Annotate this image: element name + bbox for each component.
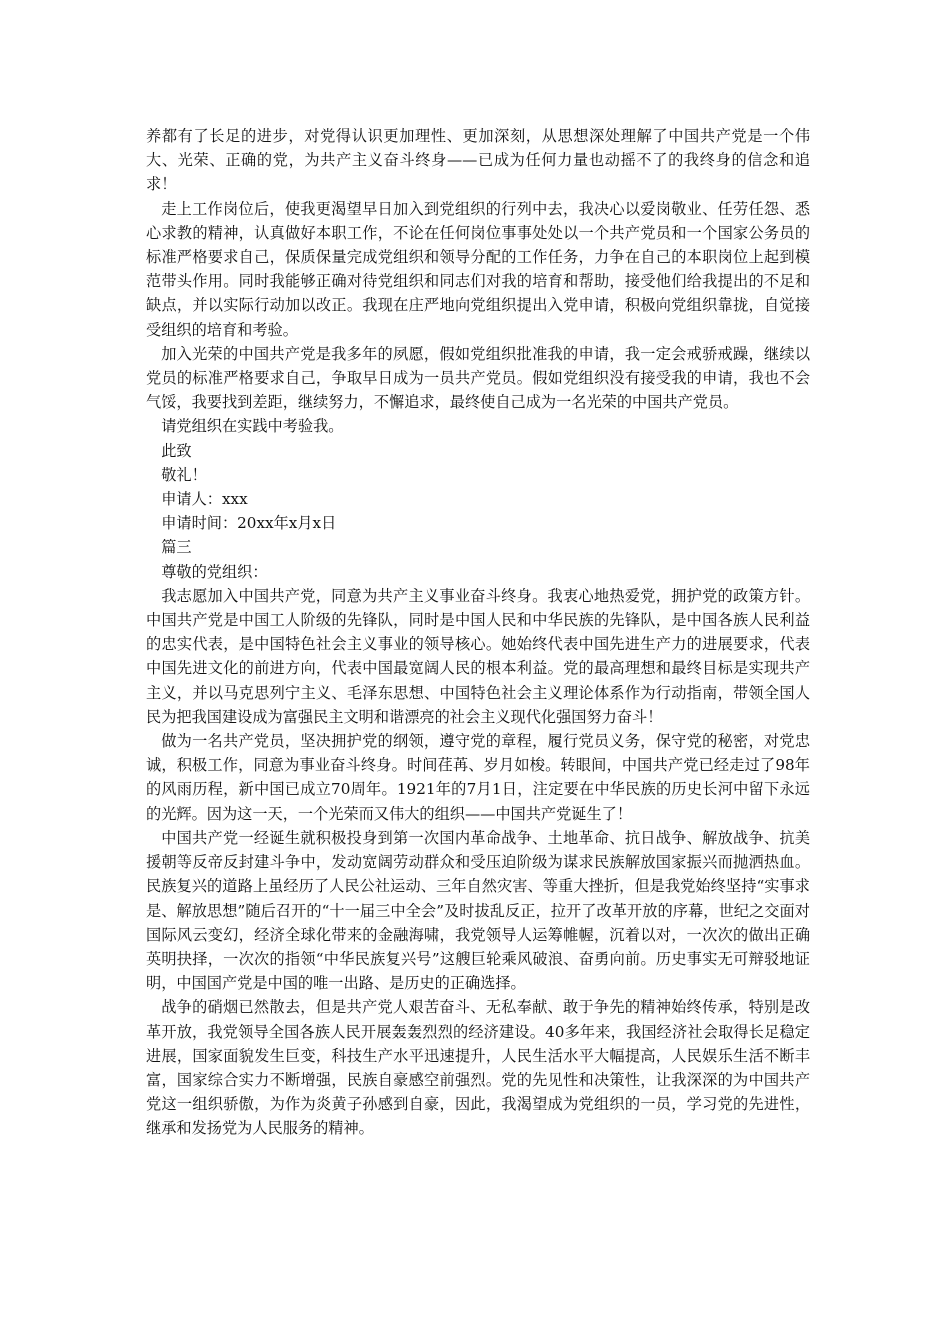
document-body [146, 124, 810, 1141]
paragraph-wish: 加入光荣的中国共产党是我多年的夙愿，假如党组织批准我的申请，我一定会戒骄戒躁，继续以党员的标准严格要求自己，争取早日成为一员共产党员。假如党组织没有接受我的申请，我也不会气馁，我要找到差距，继续努力，不懈追求，最终使自己成为一名光荣的中国共产党员。 [146, 344, 810, 412]
paragraph-history: 中国共产党一经诞生就积极投身到第一次国内革命战争、土地革命、抗日战争、解放战争、抗美援朝等反帝反封建斗争中，发动宽阔劳动群众和受压迫阶级为谋求民族解放国家振兴而抛洒热血。民族复兴的道路上虽经历了人民公社运动、三年自然灾害、等重大挫折，但是我党始终坚持“实事求是、解放思想”随后召开的“十一届三中全会”及时拔乱反正，拉开了改革开放的序幕，世纪之交面对国际风云变幻，经济全球化带来的金融海啸，我党领导人运筹帷幄，沉着以对，一次次的做出正确英明抉择，一次次的指领“中华民族复兴号”这艘巨轮乘风破浪、奋勇向前。历史事实无可辩驳地证明，中国国产党是中国的唯一出路、是历史的正确选择。 [146, 828, 810, 993]
closing-salutation: 此致 [161, 441, 192, 460]
application-date: 申请时间：20xx年x月x日 [161, 514, 337, 533]
section-heading: 篇三 [161, 538, 192, 557]
paragraph-reform: 战争的硝烟已然散去，但是共产党人艰苦奋斗、无私奉献、敢于争先的精神始终传承，特别是改革开放，我党领导全国各族人民开展轰轰烈烈的经济建设。40多年来，我国经济社会取得长足稳定进展，国家面貌发生巨变，科技生产水平迅速提升，人民生活水平大幅提高，人民娱乐生活不断丰富，国家综合实力不断增强，民族自豪感空前强烈。党的先见性和决策性，让我深深的为中国共产党这一组织骄傲，为作为炎黄子孙感到自豪，因此，我渴望成为党组织的一员，学习党的先进性，继承和发扬党为人民服务的精神。 [146, 998, 810, 1138]
paragraph-member: 做为一名共产党员，坚决拥护党的纲领，遵守党的章程，履行党员义务，保守党的秘密，对党忠诚，积极工作，同意为事业奋斗终身。时间荏苒、岁月如梭。转眼间，中国共产党已经走过了98年的风雨历程，新中国已成立70周年。1921年的7月1日，注定要在中华民族的历史长河中留下永远的光辉。因为这一天，一个光荣而又伟大的组织——中国共产党诞生了！ [146, 732, 810, 823]
greeting: 尊敬的党组织： [161, 562, 268, 581]
paragraph-continued: 养都有了长足的进步，对党得认识更加理性、更加深刻，从思想深处理解了中国共产党是一个伟大、光荣、正确的党，为共产主义奋斗终身——已成为任何力量也动摇不了的我终身的信念和追求！ [146, 127, 810, 194]
paragraph-request: 请党组织在实践中考验我。 [161, 417, 344, 436]
closing-regards: 敬礼！ [161, 465, 207, 484]
applicant-name: 申请人：xxx [161, 490, 248, 509]
paragraph-pledge: 我志愿加入中国共产党，同意为共产主义事业奋斗终身。我衷心地热爱党，拥护党的政策方针。中国共产党是中国工人阶级的先锋队，同时是中国人民和中华民族的先锋队，是中国各族人民利益的忠实代表，是中国特色社会主义事业的领导核心。她始终代表中国先进生产力的进展要求，代表中国先进文化的前进方向，代表中国最宽阔人民的根本利益。党的最高理想和最终目标是实现共产主义，并以马克思列宁主义、毛泽东思想、中国特色社会主义理论体系作为行动指南，带领全国人民为把我国建设成为富强民主文明和谐漂亮的社会主义现代化强国努力奋斗！ [146, 586, 810, 726]
paragraph-work: 走上工作岗位后，使我更渴望早日加入到党组织的行列中去，我决心以爱岗敬业、任劳任怨、悉心求教的精神，认真做好本职工作，不论在任何岗位事事处处以一个共产党员和一个国家公务员的标准严格要求自己，保质保量完成党组织和领导分配的工作任务，力争在自己的本职岗位上起到模范带头作用。同时我能够正确对待党组织和同志们对我的培育和帮助，接受他们给我提出的不足和缺点，并以实际行动加以改正。我现在庄严地向党组织提出入党申请，积极向党组织靠拢，自觉接受组织的培育和考验。 [146, 199, 810, 339]
